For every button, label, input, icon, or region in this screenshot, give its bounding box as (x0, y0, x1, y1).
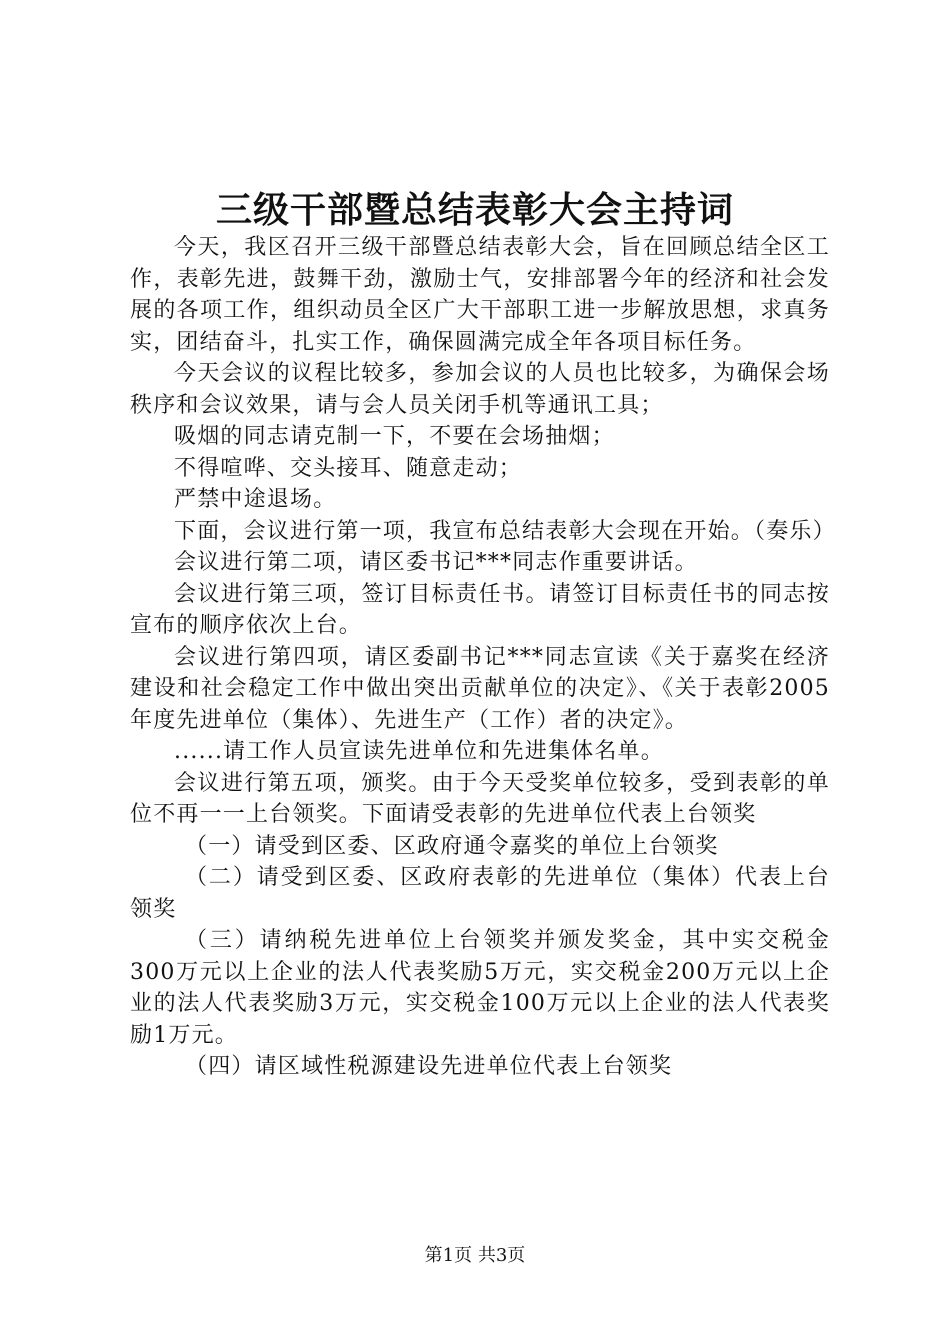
document-title: 三级干部暨总结表彰大会主持词 (215, 189, 734, 231)
paragraph-no-smoking: 吸烟的同志请克制一下，不要在会场抽烟； (174, 424, 615, 449)
paragraph-award-four: （四）请区域性税源建设先进单位代表上台领奖 (185, 1054, 673, 1079)
paragraph-award-one: （一）请受到区委、区政府通令嘉奖的单位上台领奖 (185, 833, 719, 859)
paragraph-no-leaving: 严禁中途退场。 (174, 487, 337, 512)
paragraph-meeting-rules: 今天会议的议程比较多，参加会议的人员也比较多，为确保会场秩序和会议效果，请与会人员关闭手机等通讯工具； (130, 361, 830, 418)
paragraph-item-two: 会议进行第二项，请区委书记***同志作重要讲话。 (174, 550, 698, 575)
page-footer: 第1页 共3页 (424, 1245, 526, 1266)
paragraph-item-one: 下面，会议进行第一项，我宣布总结表彰大会现在开始。（奏乐） (174, 518, 836, 544)
paragraph-no-noise: 不得喧哗、交头接耳、随意走动； (174, 455, 523, 481)
paragraph-item-three: 会议进行第三项，签订目标责任书。请签订目标责任书的同志按宣布的顺序依次上台。 (130, 581, 830, 638)
paragraph-read-list: ......请工作人员宣读先进单位和先进集体名单。 (174, 739, 664, 764)
document-body (130, 232, 836, 1083)
paragraph-item-four: 会议进行第四项，请区委副书记***同志宣读《关于嘉奖在经济建设和社会稳定工作中做出突出贡献单位的决定》、《关于表彰2005年度先进单位（集体）、先进生产（工作）者的决定》。 (130, 644, 830, 733)
paragraph-opening: 今天，我区召开三级干部暨总结表彰大会，旨在回顾总结全区工作，表彰先进，鼓舞干劲，激励士气，安排部署今年的经济和社会发展的各项工作，组织动员全区广大干部职工进一步解放思想，求真务实，团结奋斗，扎实工作，确保圆满完成全年各项目标任务。 (130, 235, 830, 355)
paragraph-award-three: （三）请纳税先进单位上台领奖并颁发奖金，其中实交税金300万元以上企业的法人代表奖励5万元，实交税金200万元以上企业的法人代表奖励3万元，实交税金100万元以上企业的法人代表奖励1万元。 (130, 928, 830, 1048)
paragraph-award-two: （二）请受到区委、区政府表彰的先进单位（集体）代表上台领奖 (130, 865, 830, 922)
paragraph-item-five: 会议进行第五项，颁奖。由于今天受奖单位较多，受到表彰的单位不再一一上台领奖。下面请受表彰的先进单位代表上台领奖 (130, 770, 830, 827)
